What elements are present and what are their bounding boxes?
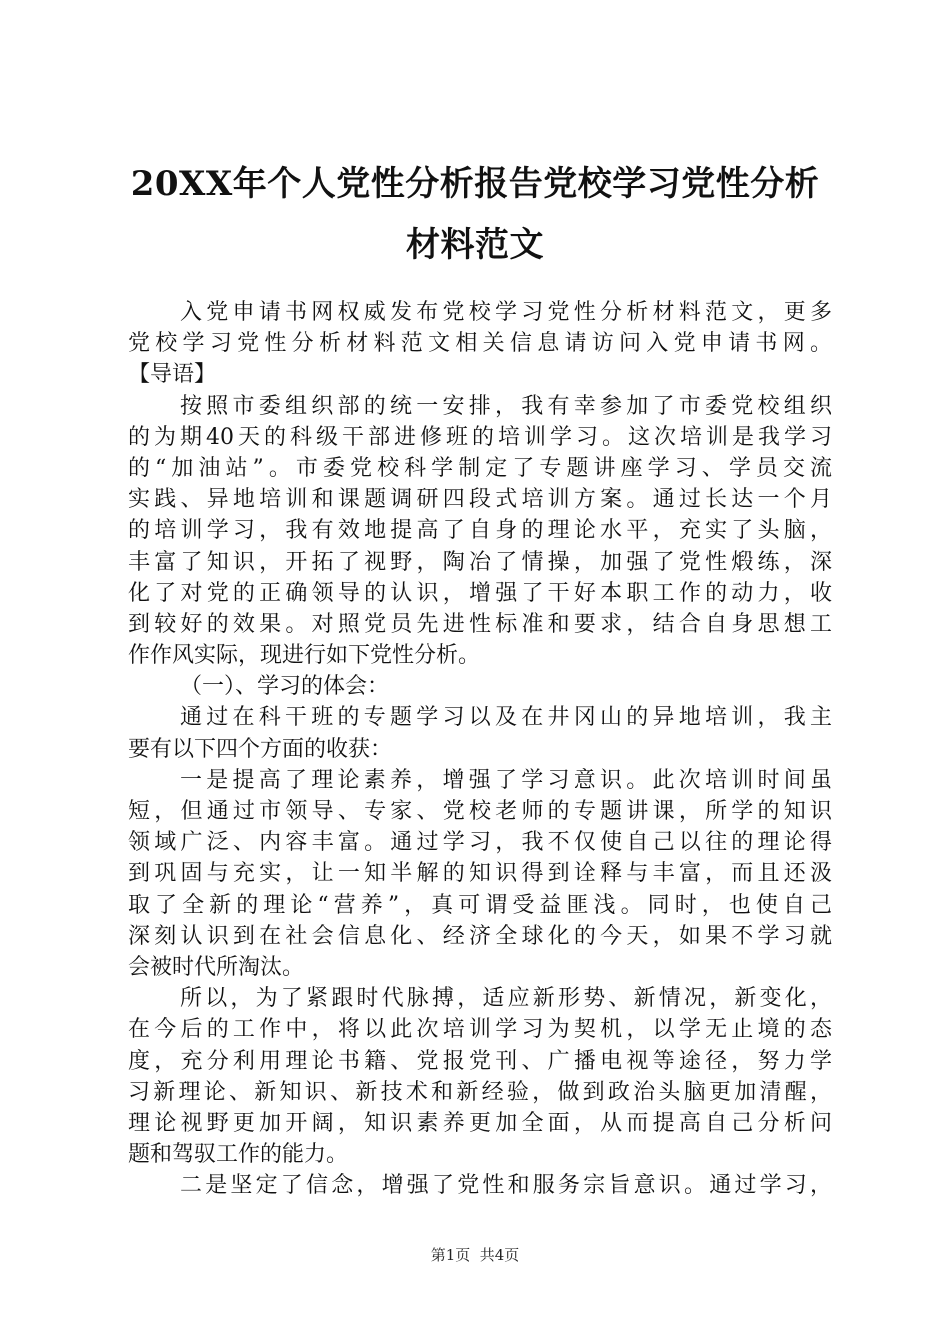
body-text-line: 按照市委组织部的统一安排，我有幸参加了市委党校组织 bbox=[180, 393, 832, 419]
body-text-line: 到较好的效果。对照党员先进性标准和要求，结合自身思想工 bbox=[128, 611, 832, 637]
document-title-line-1: 20XX年个人党性分析报告党校学习党性分析 bbox=[130, 164, 820, 204]
body-text-line: 会被时代所淘汰。 bbox=[128, 954, 305, 980]
body-text-line: 理论视野更加开阔，知识素养更加全面，从而提高自己分析问 bbox=[128, 1110, 832, 1136]
body-text-line: 丰富了知识，开拓了视野，陶冶了情操，加强了党性煅练，深 bbox=[128, 549, 832, 575]
body-text-line: 的为期40天的科级干部进修班的培训学习。这次培训是我学习 bbox=[128, 424, 832, 450]
body-text-line: 度，充分利用理论书籍、党报党刊、广播电视等途径，努力学 bbox=[128, 1048, 832, 1074]
body-text-line: 题和驾驭工作的能力。 bbox=[128, 1142, 349, 1168]
body-text-line: 在今后的工作中，将以此次培训学习为契机，以学无止境的态 bbox=[128, 1017, 832, 1043]
body-text-line: 深刻认识到在社会信息化、经济全球化的今天，如果不学习就 bbox=[128, 923, 832, 949]
body-text-line: 作作风实际，现进行如下党性分析。 bbox=[128, 643, 481, 669]
body-text-line: 通过在科干班的专题学习以及在井冈山的异地培训，我主 bbox=[180, 705, 832, 731]
body-text-line: 领域广泛、内容丰富。通过学习，我不仅使自己以往的理论得 bbox=[128, 830, 832, 856]
document-body bbox=[128, 297, 832, 1201]
body-text-line: 短，但通过市领导、专家、党校老师的专题讲课，所学的知识 bbox=[128, 799, 832, 824]
body-text-line: 化了对党的正确领导的认识，增强了干好本职工作的动力，收 bbox=[128, 580, 832, 606]
body-text-line: 二是坚定了信念，增强了党性和服务宗旨意识。通过学习， bbox=[180, 1173, 832, 1199]
body-text-line: 习新理论、新知识、新技术和新经验，做到政治头脑更加清醒， bbox=[128, 1079, 832, 1105]
body-text-line: 入党申请书网权威发布党校学习党性分析材料范文，更多 bbox=[180, 300, 832, 325]
body-text-line: 到巩固与充实，让一知半解的知识得到诠释与丰富，而且还汲 bbox=[128, 861, 832, 887]
body-text-line: 【导语】 bbox=[128, 362, 217, 388]
document-title-line-2: 材料范文 bbox=[406, 225, 544, 265]
body-text-line: 要有以下四个方面的收获： bbox=[128, 736, 393, 762]
body-text-line: 的培训学习，我有效地提高了自身的理论水平，充实了头脑， bbox=[128, 518, 832, 544]
body-text-line: 党校学习党性分析材料范文相关信息请访问入党申请书网。 bbox=[128, 331, 832, 357]
body-text-line: 实践、异地培训和课题调研四段式培训方案。通过长达一个月 bbox=[128, 487, 832, 513]
body-text-line: 的“加油站”。市委党校科学制定了专题讲座学习、学员交流 bbox=[128, 455, 832, 481]
body-text-line: （一）、学习的体会： bbox=[180, 674, 390, 700]
body-text-line: 所以，为了紧跟时代脉搏，适应新形势、新情况，新变化， bbox=[180, 986, 832, 1012]
body-text-line: 取了全新的理论“营养”，真可谓受益匪浅。同时，也使自己 bbox=[128, 892, 832, 918]
body-text-line: 一是提高了理论素养，增强了学习意识。此次培训时间虽 bbox=[180, 767, 832, 793]
page-footer: 第1页 共4页 bbox=[430, 1246, 520, 1264]
